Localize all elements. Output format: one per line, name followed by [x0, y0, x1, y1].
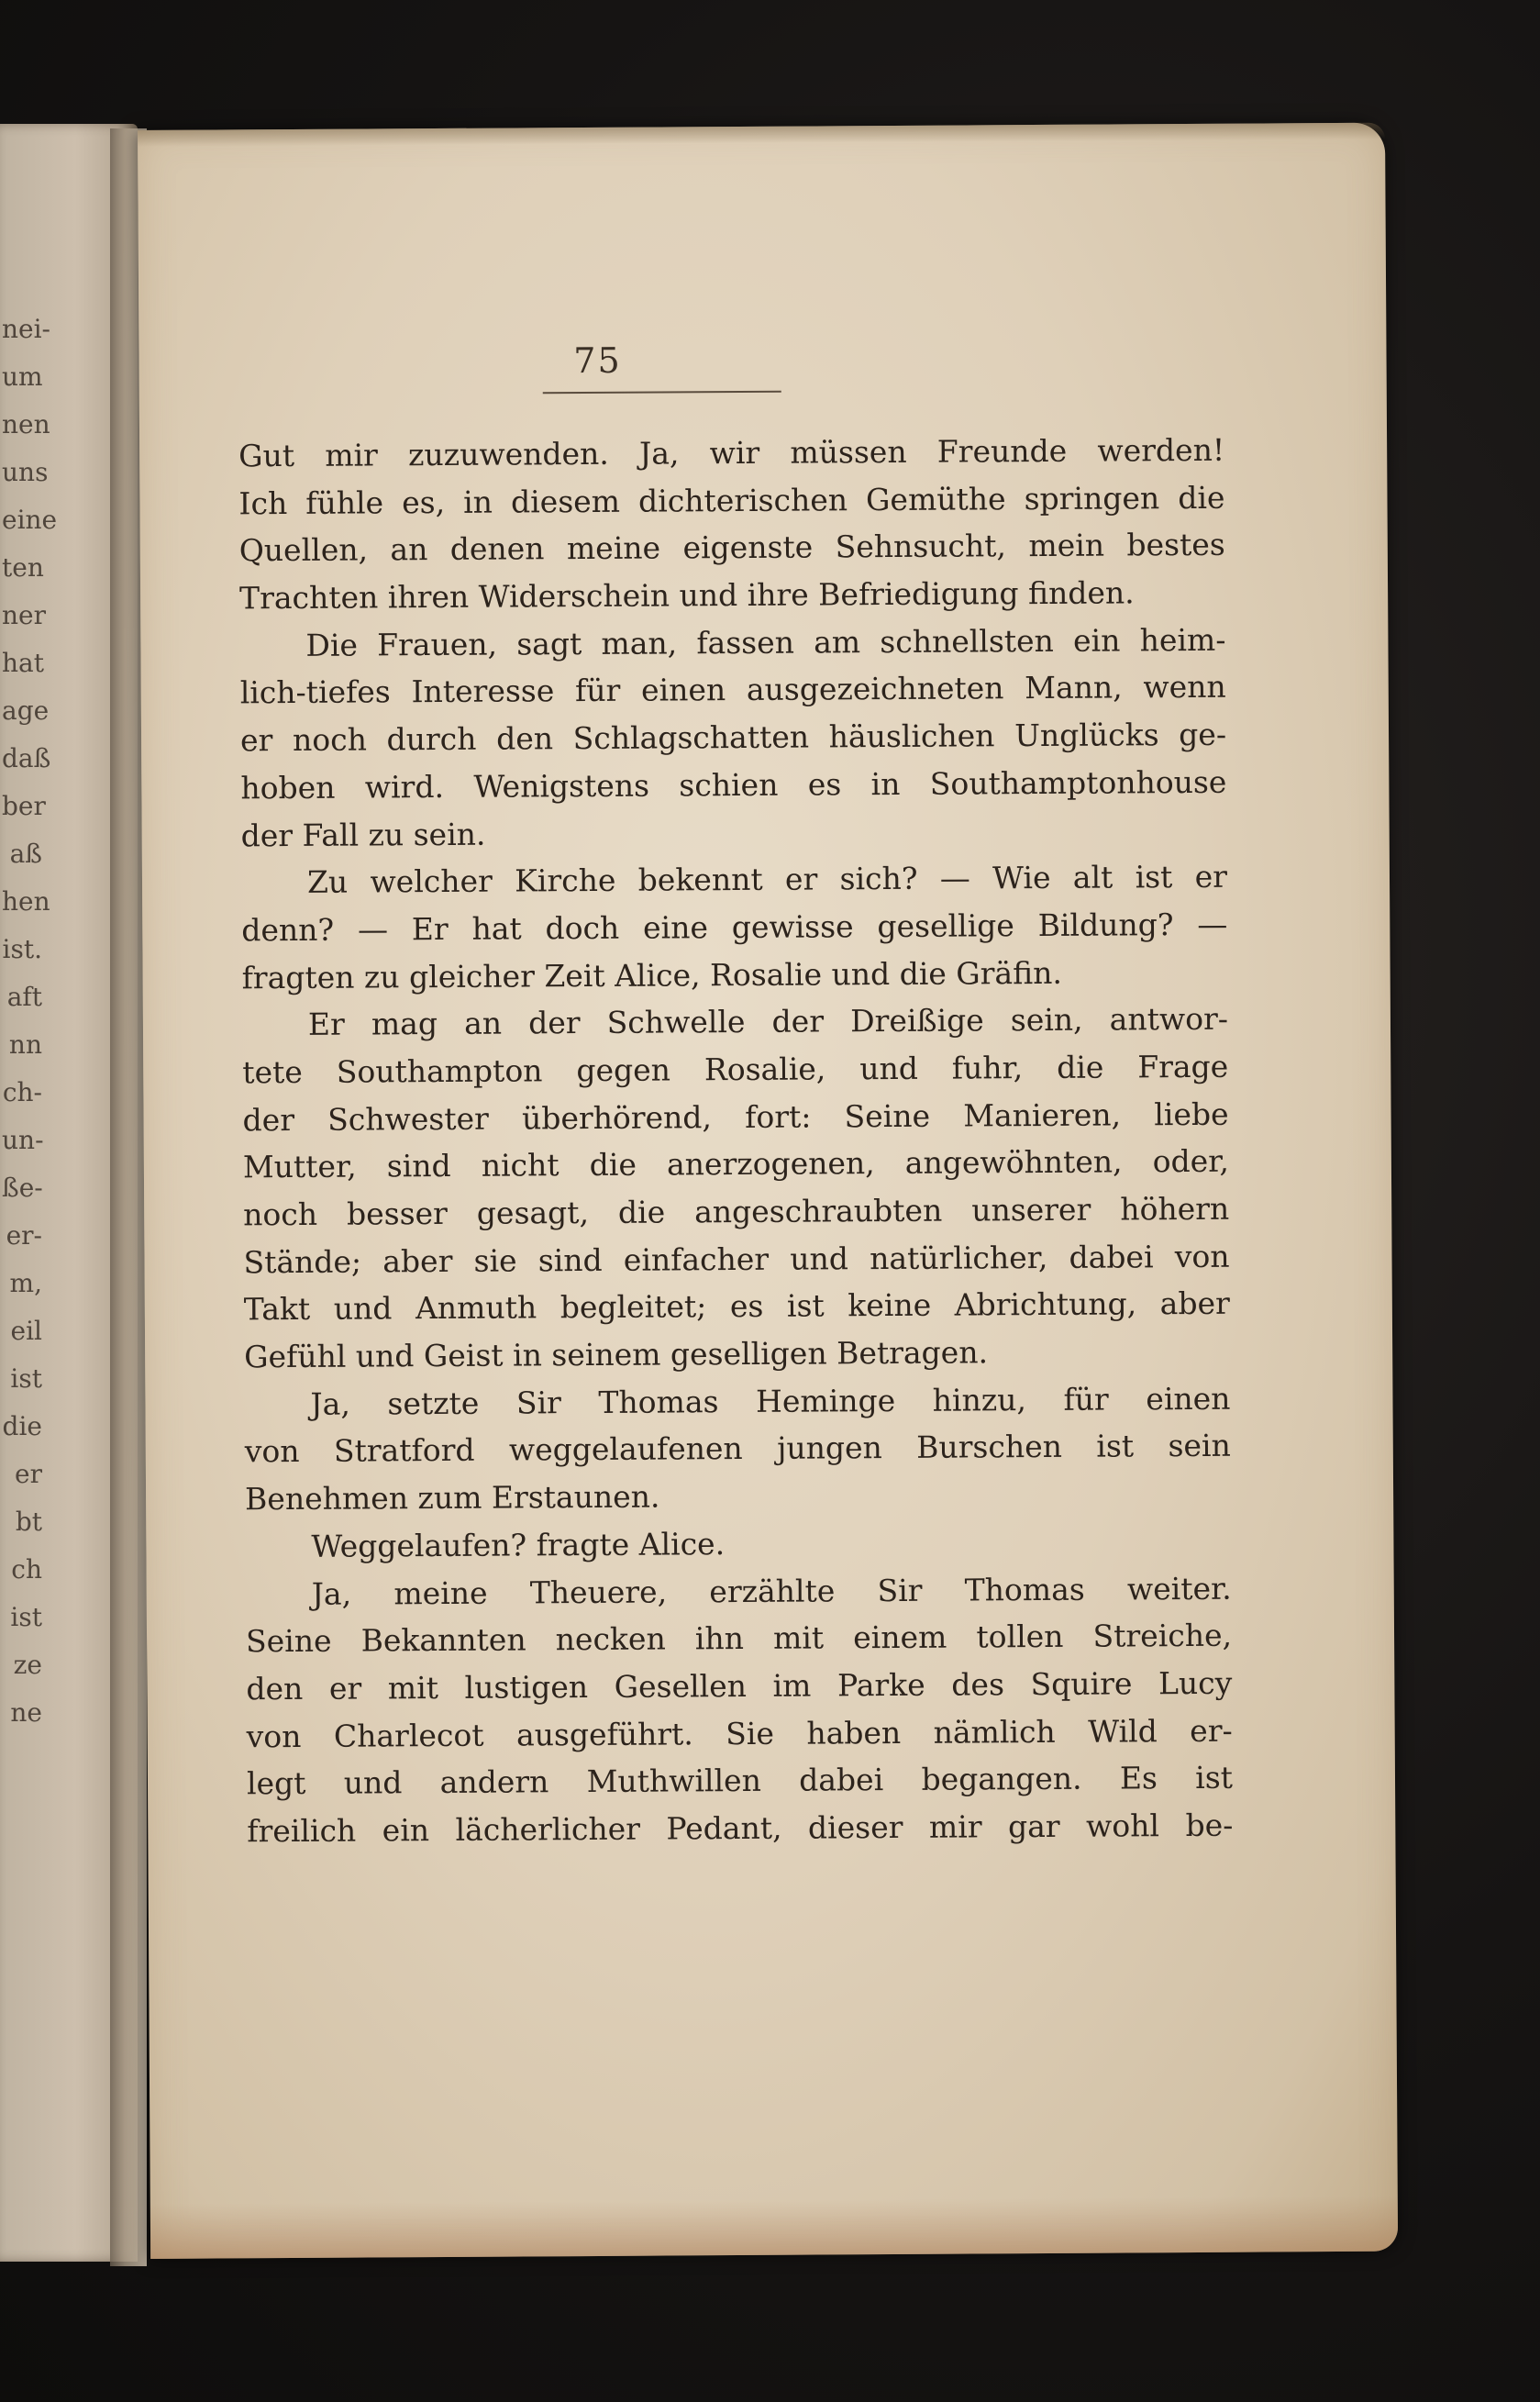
text-line: Seine Bekannten necken ihn mit einem tollen Streiche, — [245, 1617, 1233, 1660]
left-page-line-ending: nen — [2, 409, 50, 439]
text-line: Ich fühle es, in diesem dichterischen Gemüthe springen die — [238, 479, 1225, 522]
left-page-line-ending: nei- — [2, 314, 51, 344]
text-line: Takt und Anmuth begleitet; es ist keine Abrichtung, aber — [243, 1285, 1230, 1328]
left-page-line-ending: ten — [2, 552, 44, 583]
text-line: hoben wird. Wenigstens schien es in Southamptonhouse — [240, 763, 1227, 806]
page-bottom-stain — [150, 2196, 1398, 2259]
left-page-line-ending: bt — [15, 1507, 42, 1537]
left-page-line-ending: eine — [2, 505, 58, 535]
text-line: Gut mir zuzuwenden. Ja, wir müssen Freunde werden! — [238, 431, 1225, 474]
text-line: fragten zu gleicher Zeit Alice, Rosalie und die Gräfin. — [241, 954, 1063, 995]
left-page-line-ending: ist — [10, 1363, 42, 1394]
left-page-line-ending: ze — [13, 1650, 42, 1680]
text-line: Er mag an der Schwelle der Dreißige sein, antwor- — [307, 1001, 1229, 1043]
text-line: Ja, setzte Sir Thomas Heminge hinzu, für einen — [310, 1380, 1231, 1422]
text-line: freilich ein lächerlicher Pedant, dieser mir gar wohl be- — [247, 1807, 1234, 1850]
left-page-line-ending: ne — [10, 1697, 42, 1728]
left-page-line-ending: uns — [2, 457, 49, 487]
text-line: von Stratford weggelaufenen jungen Burschen ist sein — [244, 1428, 1231, 1470]
text-line: Quellen, an denen meine eigenste Sehnsucht, mein bestes — [238, 527, 1225, 569]
text-line: tete Southampton gegen Rosalie, und fuhr, die Frage — [242, 1048, 1229, 1091]
text-line: legt und andern Muthwillen dabei begangen. Es ist — [246, 1759, 1234, 1802]
page-number-rule — [543, 391, 781, 395]
left-page-line-ending: er- — [6, 1220, 42, 1251]
page-body-text — [238, 427, 1233, 1855]
left-page-line-ending: ist — [10, 1602, 42, 1632]
left-page-line-ending: ner — [2, 600, 46, 630]
left-page-line-ending: um — [2, 361, 43, 392]
book-page-75 — [138, 123, 1398, 2259]
left-page-line-ending: die — [2, 1411, 42, 1441]
text-line: Weggelaufen? fragte Alice. — [311, 1525, 726, 1564]
text-line: Zu welcher Kirche bekennt er sich? — Wie alt ist er — [306, 858, 1228, 901]
text-line: der Schwester überhörend, fort: Seine Manieren, liebe — [242, 1095, 1229, 1138]
left-page-line-ending: age — [2, 695, 50, 726]
left-page-line-ending: ch — [11, 1554, 42, 1585]
text-line: Mutter, sind nicht die anerzogenen, angewöhnten, oder, — [242, 1143, 1230, 1185]
left-page-line-ending: aß — [9, 839, 42, 869]
text-line: noch besser gesagt, die angeschraubten unserer höhern — [243, 1190, 1230, 1233]
left-page-line-ending: nn — [8, 1029, 42, 1060]
text-line: Ja, meine Theuere, erzählte Sir Thomas weiter. — [311, 1570, 1232, 1612]
left-page-line-ending: daß — [2, 743, 51, 773]
left-page-line-ending: ße- — [2, 1173, 43, 1203]
left-page-line-ending: ist. — [2, 934, 42, 964]
text-line: der Fall zu sein. — [240, 816, 486, 853]
text-line: Trachten ihren Widerschein und ihre Befriedigung finden. — [238, 574, 1135, 617]
left-page-line-ending: ch- — [2, 1077, 42, 1107]
left-page-line-ending: hat — [2, 648, 44, 678]
left-page-line-ending: eil — [10, 1316, 42, 1346]
text-line: Gefühl und Geist in seinem geselligen Betragen. — [244, 1334, 989, 1375]
text-line: er noch durch den Schlagschatten häuslichen Unglücks ge- — [239, 716, 1227, 759]
left-page-line-ending: aft — [6, 982, 42, 1012]
page-number: 75 — [573, 339, 622, 382]
left-page-line-ending: ber — [2, 791, 46, 821]
text-line: Benehmen zum Erstaunen. — [244, 1478, 660, 1518]
text-line: Stände; aber sie sind einfacher und natürlicher, dabei von — [243, 1238, 1230, 1281]
text-line: lich-tiefes Interesse für einen ausgezeichneten Mann, wenn — [239, 669, 1226, 711]
left-page-line-ending: er — [15, 1459, 42, 1489]
text-line: Die Frauen, sagt man, fassen am schnellsten ein heim- — [305, 621, 1226, 663]
left-page-line-ending: un- — [2, 1125, 44, 1155]
left-page-line-ending: hen — [2, 886, 50, 917]
text-line: denn? — Er hat doch eine gewisse gesellige Bildung? — — [241, 906, 1228, 949]
text-line: den er mit lustigen Gesellen im Parke des Squire Lucy — [246, 1664, 1233, 1707]
left-page-line-ending: m, — [9, 1268, 42, 1298]
text-line: von Charlecot ausgeführt. Sie haben nämlich Wild er- — [246, 1712, 1233, 1754]
